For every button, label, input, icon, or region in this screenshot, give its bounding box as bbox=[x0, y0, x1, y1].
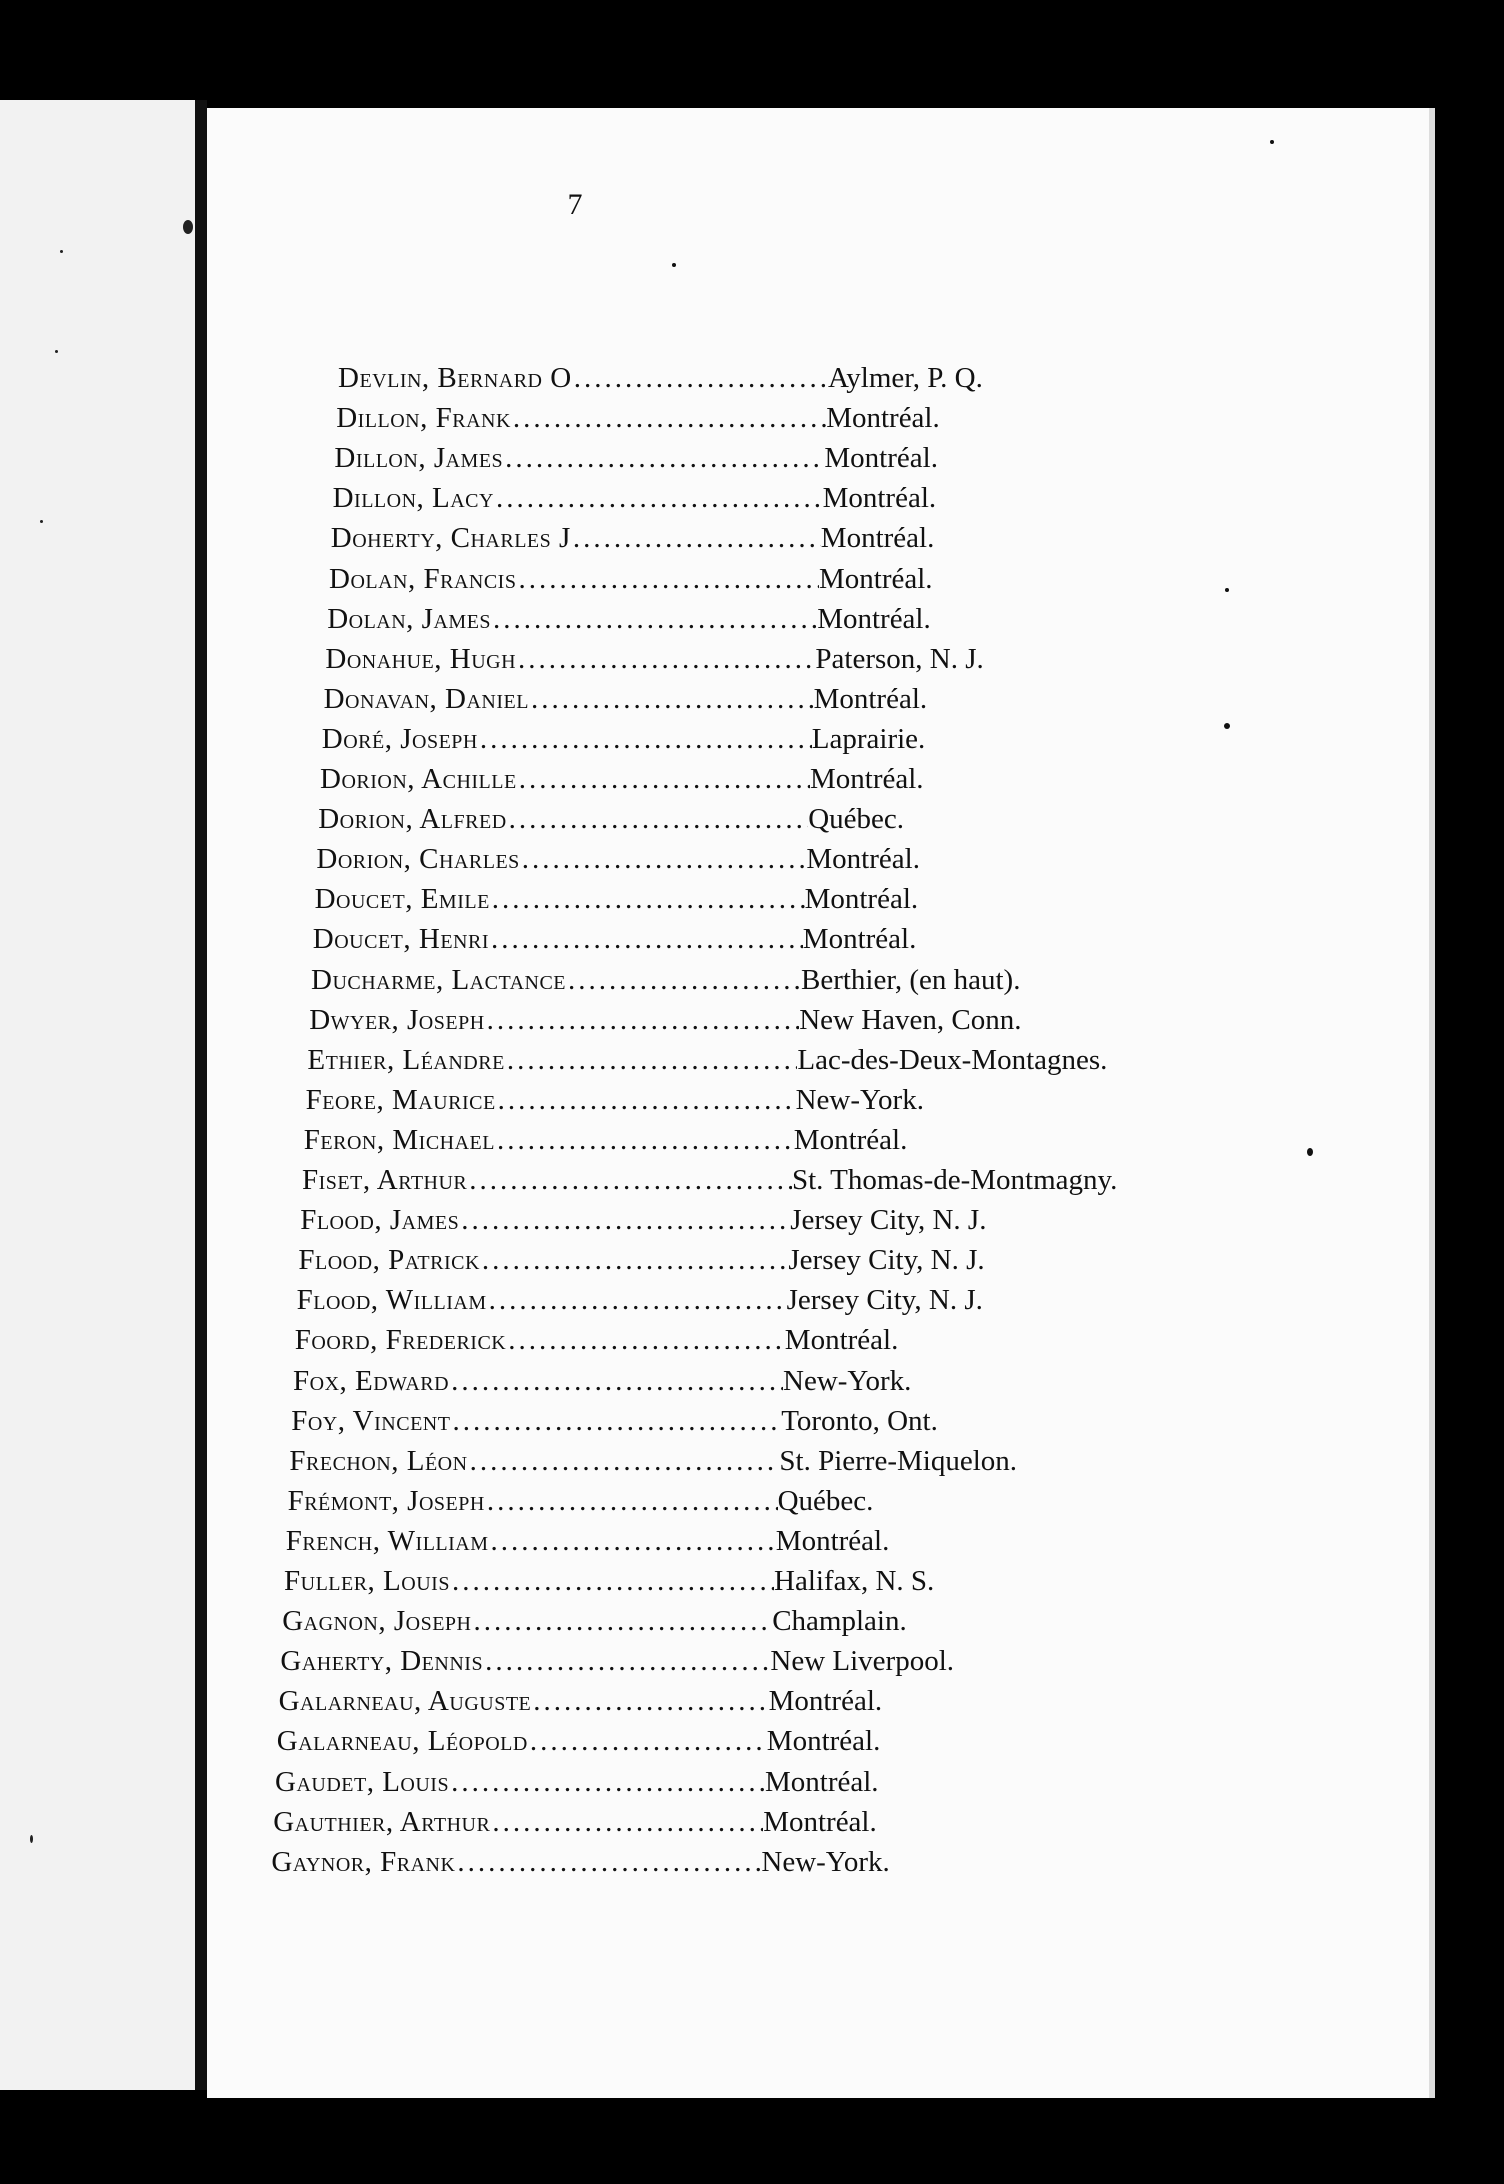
directory-entry bbox=[273, 1806, 1180, 1846]
entry-place: New-York. bbox=[783, 1364, 912, 1397]
entry-place: Montréal. bbox=[826, 402, 940, 435]
directory-entry bbox=[271, 1846, 1180, 1886]
ink-speck bbox=[1307, 1148, 1313, 1156]
entry-name: Donahue, Hugh bbox=[325, 642, 517, 675]
entry-name: Dorion, Alfred bbox=[318, 803, 507, 836]
dot-leader bbox=[566, 964, 801, 997]
entry-name: Devlin, Bernard O bbox=[338, 362, 572, 394]
entry-name: Gaherty, Dennis bbox=[280, 1645, 484, 1678]
entry-place: Montréal. bbox=[820, 522, 935, 555]
directory-entry bbox=[318, 803, 1180, 843]
entry-name: Dolan, Francis bbox=[329, 562, 517, 595]
entry-place: Montréal. bbox=[810, 763, 924, 795]
dot-leader bbox=[490, 883, 805, 916]
entry-name: Dorion, Achille bbox=[320, 763, 517, 795]
entry-name: Feore, Maurice bbox=[305, 1083, 496, 1116]
directory-entry bbox=[327, 603, 1180, 643]
entry-name: Galarneau, Léopold bbox=[276, 1725, 528, 1758]
directory-entry bbox=[331, 522, 1180, 562]
dot-leader bbox=[507, 803, 809, 836]
entry-place: Montréal. bbox=[793, 1123, 908, 1156]
dot-leader bbox=[505, 1044, 798, 1077]
entry-place: Aylmer, P. Q. bbox=[828, 362, 983, 394]
ink-speck bbox=[60, 250, 63, 253]
directory-entry bbox=[275, 1766, 1180, 1806]
entry-name: Fuller, Louis bbox=[284, 1565, 450, 1597]
dot-leader bbox=[450, 1565, 774, 1598]
entry-place: Montréal. bbox=[819, 562, 933, 595]
entry-place: Montréal. bbox=[784, 1324, 899, 1357]
entry-name: Ducharme, Lactance bbox=[311, 963, 567, 996]
directory-entry bbox=[338, 362, 1180, 402]
entry-name: Gaudet, Louis bbox=[275, 1765, 450, 1798]
dot-leader bbox=[449, 1766, 765, 1799]
entry-name: Gauthier, Arthur bbox=[273, 1805, 491, 1838]
entry-name: Gagnon, Joseph bbox=[282, 1605, 472, 1638]
directory-entry bbox=[277, 1725, 1180, 1765]
dot-leader bbox=[467, 1164, 792, 1197]
entry-name: Flood, James bbox=[300, 1204, 460, 1237]
entry-place: Laprairie. bbox=[811, 722, 926, 755]
directory-entry bbox=[334, 442, 1180, 482]
directory-entry bbox=[322, 723, 1180, 763]
ink-speck bbox=[1225, 588, 1229, 592]
entry-place: Montréal. bbox=[802, 923, 917, 956]
entry-name: Flood, William bbox=[296, 1284, 487, 1317]
dot-leader bbox=[485, 1004, 800, 1037]
directory-entry bbox=[315, 883, 1180, 923]
entry-place: Montréal. bbox=[813, 682, 928, 715]
directory-entry bbox=[316, 843, 1180, 883]
entry-place: Toronto, Ont. bbox=[781, 1404, 938, 1437]
entry-name: Foord, Frederick bbox=[294, 1324, 507, 1357]
entry-name: Doucet, Emile bbox=[314, 883, 490, 916]
entry-place: New Liverpool. bbox=[770, 1645, 955, 1678]
ink-speck bbox=[30, 1835, 33, 1843]
dot-leader bbox=[491, 603, 817, 636]
entry-name: Doucet, Henri bbox=[312, 923, 490, 956]
entry-name: Frechon, Léon bbox=[289, 1444, 468, 1477]
dot-leader bbox=[506, 1324, 785, 1357]
entry-name: Foy, Vincent bbox=[291, 1404, 451, 1437]
dot-leader bbox=[489, 923, 803, 956]
directory-entry bbox=[295, 1324, 1180, 1364]
ink-speck bbox=[183, 220, 193, 234]
dot-leader bbox=[468, 1445, 780, 1478]
directory-entry bbox=[288, 1485, 1180, 1525]
entry-place: Québec. bbox=[808, 803, 904, 836]
dot-leader bbox=[496, 1084, 796, 1117]
directory-entry bbox=[298, 1244, 1180, 1284]
entry-name: Gaynor, Frank bbox=[271, 1845, 456, 1878]
directory-entry bbox=[333, 482, 1180, 522]
entry-place: Montréal. bbox=[766, 1725, 881, 1758]
entry-name: Frémont, Joseph bbox=[287, 1484, 485, 1517]
entry-place: Montréal. bbox=[765, 1765, 879, 1798]
entry-place: Montréal. bbox=[824, 442, 938, 475]
entry-place: Paterson, N. J. bbox=[815, 642, 984, 675]
entry-place: New-York. bbox=[795, 1083, 924, 1116]
directory-entry bbox=[307, 1044, 1180, 1084]
entry-name: Galarneau, Auguste bbox=[278, 1685, 532, 1718]
dot-leader bbox=[487, 1284, 787, 1317]
directory-entry bbox=[286, 1525, 1180, 1565]
dot-leader bbox=[471, 1605, 772, 1638]
entry-place: Montréal. bbox=[763, 1805, 877, 1838]
entry-place: Montréal. bbox=[804, 883, 919, 916]
directory-entry bbox=[300, 1204, 1180, 1244]
entry-place: Québec. bbox=[777, 1484, 874, 1517]
directory-entry bbox=[293, 1365, 1180, 1405]
ink-speck bbox=[1270, 140, 1274, 144]
directory-entry bbox=[291, 1405, 1180, 1445]
entry-place: Berthier, (en haut). bbox=[801, 963, 1021, 996]
directory-entry bbox=[289, 1445, 1180, 1485]
entry-place: New Haven, Conn. bbox=[799, 1003, 1022, 1036]
directory-entry bbox=[320, 763, 1180, 803]
directory-entry bbox=[324, 683, 1180, 723]
directory-entry bbox=[313, 923, 1180, 963]
dot-leader bbox=[516, 563, 819, 596]
entry-place: Champlain. bbox=[772, 1605, 907, 1638]
entry-name: Ethier, Léandre bbox=[307, 1043, 505, 1076]
entry-place: Montréal. bbox=[822, 482, 937, 515]
entry-name: Dillon, James bbox=[334, 442, 504, 475]
dot-leader bbox=[517, 763, 810, 796]
facing-page-edge bbox=[0, 100, 195, 2090]
dot-leader bbox=[572, 362, 828, 395]
ink-speck bbox=[1224, 723, 1230, 729]
entry-place: Lac-des-Deux-Montagnes. bbox=[797, 1043, 1108, 1076]
entry-name: Doherty, Charles J bbox=[330, 522, 571, 555]
directory-entry bbox=[280, 1645, 1180, 1685]
entry-place: Montréal. bbox=[768, 1685, 883, 1718]
entry-place: Jersey City, N. J. bbox=[788, 1244, 985, 1277]
directory-entry bbox=[282, 1605, 1180, 1645]
entry-place: St. Thomas-de-Montmagny. bbox=[792, 1164, 1118, 1196]
directory-entry bbox=[302, 1164, 1180, 1204]
dot-leader bbox=[531, 1685, 768, 1718]
dot-leader bbox=[520, 843, 807, 876]
directory-entry bbox=[325, 643, 1180, 683]
ink-speck bbox=[672, 263, 676, 267]
dot-leader bbox=[480, 1244, 788, 1277]
entry-place: Jersey City, N. J. bbox=[786, 1284, 983, 1317]
page-number: 7 bbox=[567, 188, 583, 221]
dot-leader bbox=[483, 1645, 770, 1678]
dot-leader bbox=[511, 402, 826, 435]
dot-leader bbox=[516, 643, 815, 676]
dot-leader bbox=[455, 1846, 761, 1879]
entry-place: Montréal. bbox=[806, 843, 920, 876]
entry-place: Montréal. bbox=[817, 602, 931, 635]
dot-leader bbox=[489, 1525, 776, 1558]
entry-place: Halifax, N. S. bbox=[774, 1565, 935, 1597]
entry-name: Dillon, Lacy bbox=[332, 482, 494, 515]
entry-name: Dolan, James bbox=[327, 602, 492, 635]
entry-name: Donavan, Daniel bbox=[323, 682, 529, 715]
directory-entry bbox=[306, 1084, 1180, 1124]
directory-entry bbox=[304, 1124, 1180, 1164]
page-gutter bbox=[195, 100, 207, 2090]
directory-entry bbox=[336, 402, 1180, 442]
dot-leader bbox=[449, 1365, 783, 1398]
entry-name: Dorion, Charles bbox=[316, 843, 520, 876]
entry-name: Feron, Michael bbox=[303, 1123, 495, 1156]
directory-entry bbox=[309, 1004, 1180, 1044]
entry-name: Fiset, Arthur bbox=[302, 1164, 468, 1196]
dot-leader bbox=[490, 1806, 763, 1839]
entry-name: Flood, Patrick bbox=[298, 1244, 480, 1277]
dot-leader bbox=[450, 1405, 781, 1438]
dot-leader bbox=[529, 683, 814, 716]
directory-entry bbox=[311, 964, 1180, 1004]
entry-place: New-York. bbox=[761, 1845, 890, 1878]
directory-entry bbox=[284, 1565, 1180, 1605]
entry-name: Doré, Joseph bbox=[321, 722, 478, 755]
ink-speck bbox=[55, 350, 58, 353]
dot-leader bbox=[495, 1124, 794, 1157]
entry-place: Jersey City, N. J. bbox=[790, 1204, 987, 1237]
ink-speck bbox=[40, 520, 43, 523]
dot-leader bbox=[571, 522, 821, 555]
entry-name: Dwyer, Joseph bbox=[309, 1003, 485, 1036]
directory-entry bbox=[297, 1284, 1180, 1324]
dot-leader bbox=[478, 723, 812, 756]
dot-leader bbox=[503, 442, 824, 475]
directory-entry bbox=[279, 1685, 1180, 1725]
entry-name: Dillon, Frank bbox=[336, 402, 511, 435]
entry-place: St. Pierre-Miquelon. bbox=[779, 1444, 1017, 1477]
dot-leader bbox=[485, 1485, 778, 1518]
dot-leader bbox=[528, 1725, 767, 1758]
dot-leader bbox=[494, 482, 823, 515]
entry-name: French, William bbox=[285, 1524, 489, 1557]
entry-name: Fox, Edward bbox=[293, 1364, 450, 1397]
entry-place: Montréal. bbox=[775, 1524, 890, 1557]
dot-leader bbox=[459, 1204, 790, 1237]
directory-entry bbox=[329, 563, 1180, 603]
